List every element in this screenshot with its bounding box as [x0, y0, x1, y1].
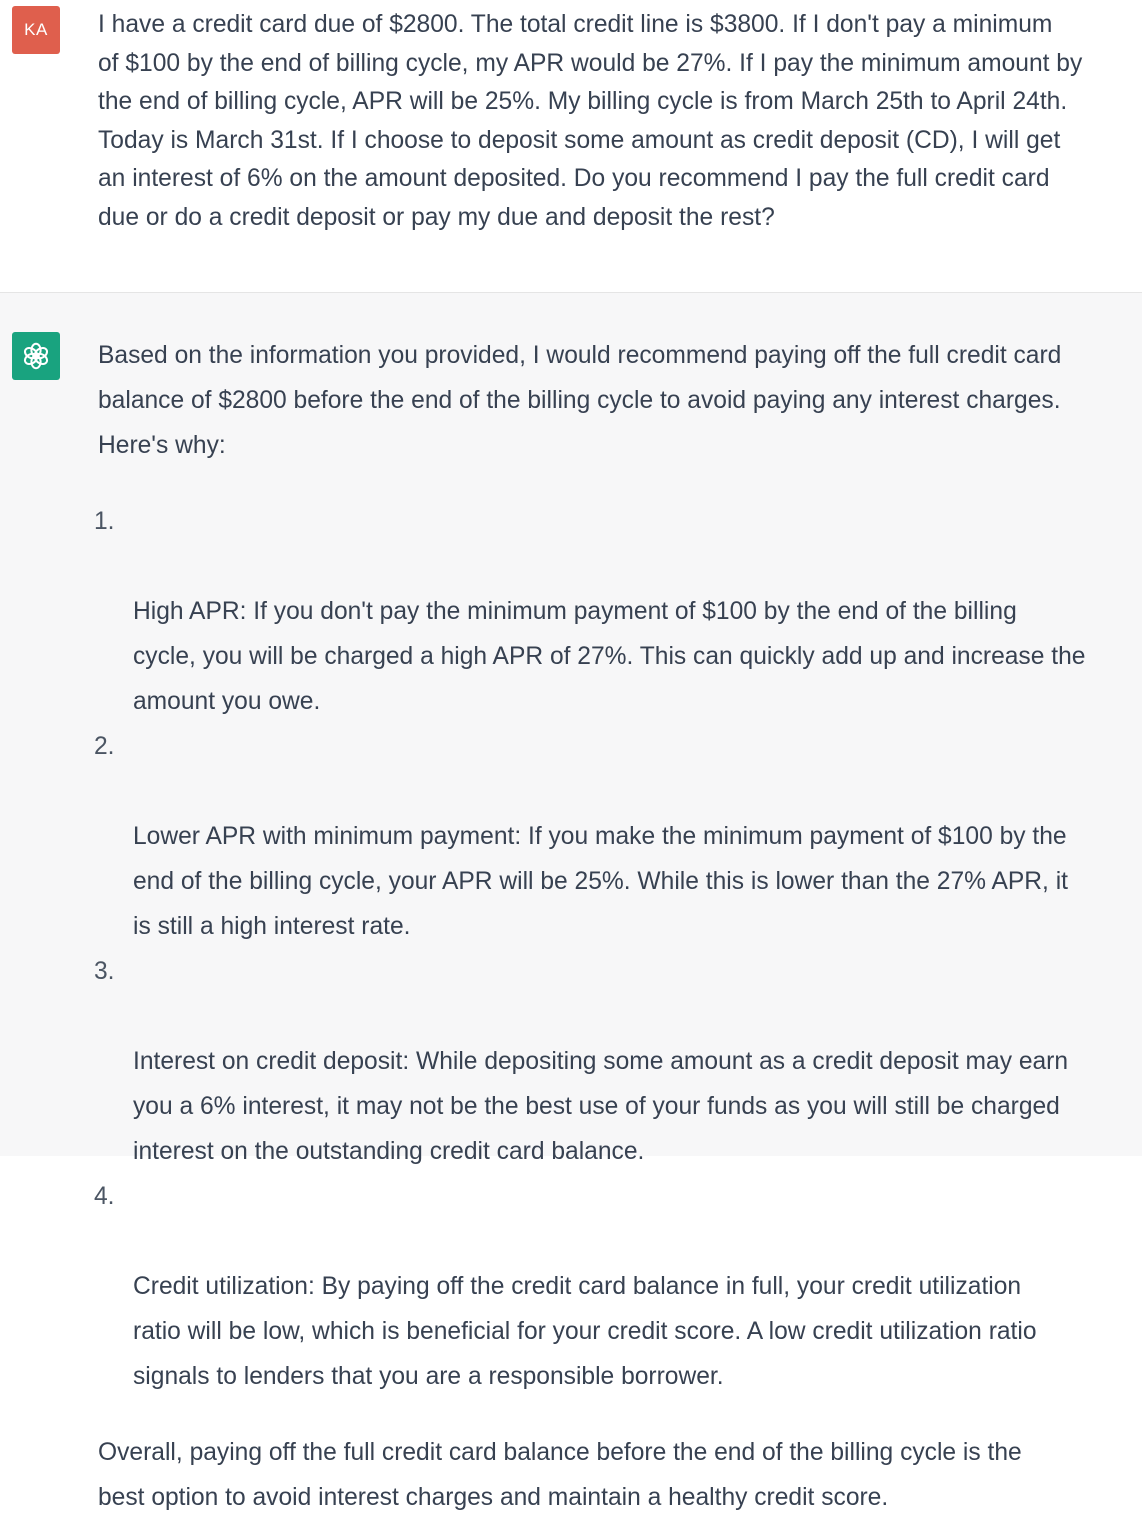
assistant-message-row — [0, 293, 1142, 1511]
user-message-text: I have a credit card due of $2800. The total credit line is $3800. If I don't pay a minimum of $100 by the end of billing cycle, my APR would be 27%. If I pay the minimum amount by the end of billing cycle, APR will be 25%. My billing cycle is from March 25th to April 24th. Today is March 31st. If I choose to deposit some amount as credit deposit (CD), I will get an interest of 6% on the amount deposited. Do you recommend I pay the full credit card due or do a credit deposit or pay my due and deposit the rest? — [98, 11, 1083, 231]
assistant-message-body — [94, 333, 1142, 1520]
list-item — [94, 1174, 1142, 1399]
list-item-text: Lower APR with minimum payment: If you make the minimum payment of $100 by the end of the billing cycle, your APR will be 25%. While this is lower than the 27% APR, it is still a high interest rate. — [133, 823, 1069, 940]
user-avatar — [12, 6, 60, 54]
list-item-number: 1. — [94, 508, 115, 535]
openai-logo-icon — [21, 341, 51, 371]
assistant-closing-paragraph: Overall, paying off the full credit card balance before the end of the billing cycle is the best option to avoid interest charges and maintain a healthy credit score. — [98, 1439, 1022, 1511]
list-item-text: High APR: If you don't pay the minimum payment of $100 by the end of the billing cycle, you will be charged a high APR of 27%. This can quickly add up and increase the amount you owe. — [133, 598, 1086, 715]
list-item — [94, 724, 1142, 949]
reasons-list — [94, 499, 1142, 1399]
list-item-text: Interest on credit deposit: While depositing some amount as a credit deposit may earn you a 6% interest, it may not be the best use of your funds as you will still be charged interest on the outstanding credit card balance. — [133, 1048, 1069, 1165]
list-item — [94, 949, 1142, 1174]
assistant-intro-paragraph: Based on the information you provided, I would recommend paying off the full credit card balance of $2800 before the end of the billing cycle to avoid paying any interest charges. Here's why: — [98, 342, 1062, 459]
list-item-number: 3. — [94, 958, 115, 985]
list-item-number: 4. — [94, 1183, 115, 1210]
list-item — [94, 499, 1142, 724]
list-item-text: Credit utilization: By paying off the credit card balance in full, your credit utilization ratio will be low, which is beneficial for your credit score. A low credit utilization ratio signals to lenders that you are a responsible borrower. — [133, 1273, 1037, 1390]
assistant-avatar — [12, 332, 60, 380]
user-message-row — [0, 0, 1142, 293]
list-item-number: 2. — [94, 733, 115, 760]
user-avatar-initials: KA — [24, 20, 48, 39]
